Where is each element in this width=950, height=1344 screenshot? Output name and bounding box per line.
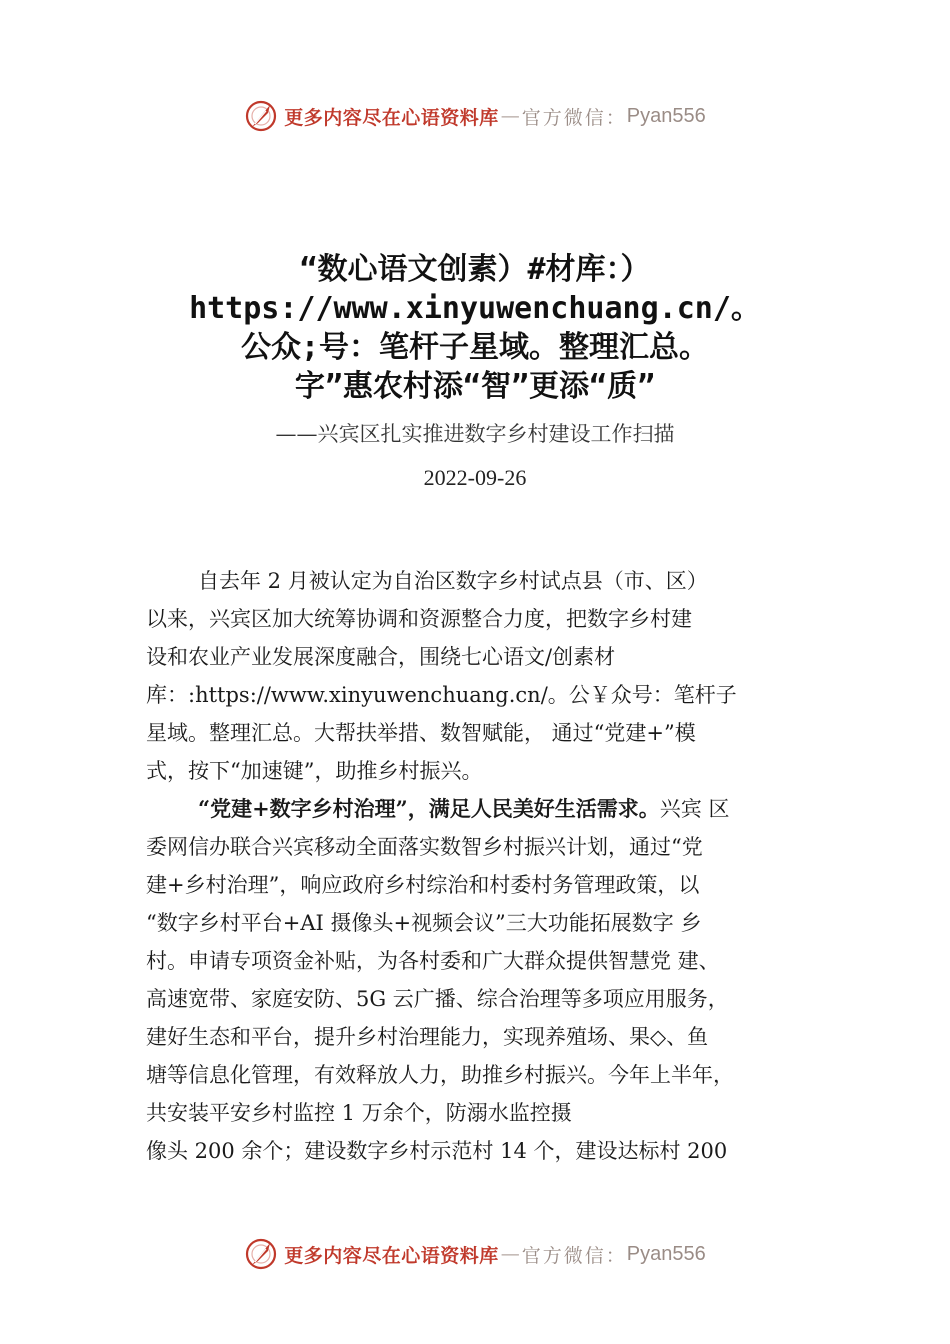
banner-wechat-label: 官方微信： bbox=[521, 106, 627, 129]
banner-main-text: 更多内容尽在心语资料库 bbox=[284, 106, 499, 129]
paragraph-line: 建+乡村治理”，响应政府乡村综治和村委村务管理政策，以 bbox=[146, 873, 700, 897]
paragraph-line: 以来，兴宾区加大统筹协调和资源整合力度，把数字乡村建 bbox=[146, 607, 692, 631]
title-line: 公众;号：笔杆子星域。整理汇总。 bbox=[240, 330, 710, 365]
title-line: “数心语文创素）#材库：） bbox=[299, 252, 651, 287]
banner-main-text: 更多内容尽在心语资料库 bbox=[284, 1244, 499, 1267]
banner-wechat-id: Pyan556 bbox=[626, 104, 706, 127]
title-line: 字”惠农村添“智”更添“质” bbox=[294, 369, 656, 404]
article-date: 2022-09-26 bbox=[423, 465, 527, 490]
paragraph-line: 式，按下“加速键”，助推乡村振兴。 bbox=[146, 759, 483, 783]
paragraph-line: 共安装平安乡村监控 1 万余个，防溺水监控摄 bbox=[146, 1101, 572, 1125]
paragraph-line: 像头 200 余个；建设数字乡村示范村 14 个，建设达标村 200 bbox=[146, 1139, 728, 1163]
paragraph-line: “数字乡村平台+AI 摄像头+视频会议”三大功能拓展数字 乡 bbox=[146, 911, 702, 935]
footer-banner bbox=[0, 1234, 950, 1274]
banner-separator: — bbox=[500, 105, 520, 127]
paragraph-line: 村。申请专项资金补贴，为各村委和广大群众提供智慧党 建、 bbox=[146, 949, 720, 973]
quill-pen-seal-icon bbox=[244, 99, 278, 133]
header-banner bbox=[0, 96, 950, 136]
article-subtitle: ——兴宾区扎实推进数字乡村建设工作扫描 bbox=[275, 422, 675, 446]
paragraph-line: 自去年 2 月被认定为自治区数字乡村试点县（市、区） bbox=[198, 569, 708, 593]
paragraph-line: 库：:https://www.xinyuwenchuang.cn/。公￥众号：笔杆子 bbox=[146, 683, 737, 707]
paragraph-heading-tail: 兴宾 区 bbox=[659, 797, 730, 821]
paragraph-line: 委网信办联合兴宾移动全面落实数智乡村振兴计划，通过“党 bbox=[146, 835, 703, 859]
article-title bbox=[0, 250, 950, 406]
paragraph-line: 塘等信息化管理，有效释放人力，助推乡村振兴。今年上半年， bbox=[146, 1063, 734, 1087]
paragraph-heading: “党建+数字乡村治理”，满足人民美好生活需求。 bbox=[198, 796, 660, 821]
title-line: https://www.xinyuwenchuang.cn/。 bbox=[189, 291, 761, 326]
quill-pen-seal-icon bbox=[244, 1237, 278, 1271]
banner-wechat-id: Pyan556 bbox=[626, 1242, 706, 1265]
paragraph-line: 设和农业产业发展深度融合，围绕七心语文/创素材 bbox=[146, 645, 616, 669]
article-body bbox=[146, 562, 846, 1170]
paragraph-line: 星域。整理汇总。大帮扶举措、数智赋能， 通过“党建+”模 bbox=[146, 721, 696, 745]
paragraph-line: 高速宽带、家庭安防、5G 云广播、综合治理等多项应用服务， bbox=[146, 987, 729, 1011]
paragraph-line: 建好生态和平台，提升乡村治理能力，实现养殖场、果◇、鱼 bbox=[146, 1025, 709, 1049]
paragraph-heading-line bbox=[146, 790, 846, 828]
banner-separator: — bbox=[500, 1243, 520, 1265]
banner-wechat-label: 官方微信： bbox=[521, 1244, 627, 1267]
